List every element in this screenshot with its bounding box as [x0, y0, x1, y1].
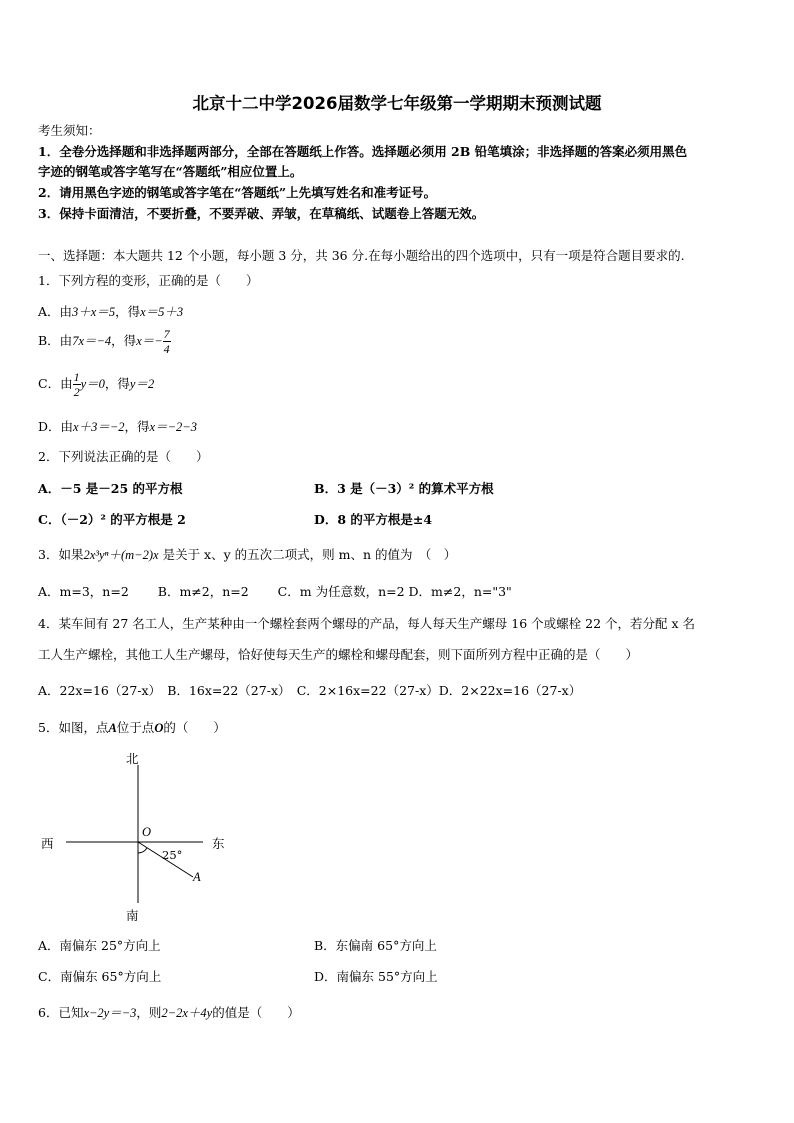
point-label: A	[193, 870, 201, 884]
question-5-stem	[38, 718, 226, 736]
equation: y＝0	[80, 377, 105, 391]
question-5-option-a: A．南偏东 25°方向上	[38, 938, 161, 953]
question-5-option-d: D．南偏东 55°方向上	[314, 969, 438, 984]
option-connector: ，得	[111, 333, 137, 348]
option-prefix: D．由	[38, 419, 74, 434]
polynomial: 2x³yⁿ＋(m−2)x	[83, 548, 159, 562]
question-6-prefix: 6．已知	[38, 1005, 84, 1020]
question-2-stem: 2．下列说法正确的是（ ）	[38, 449, 209, 464]
question-5-option-c: C．南偏东 65°方向上	[38, 969, 162, 984]
section-heading: 一、选择题：本大题共 12 个小题，每小题 3 分，共 36 分.在每小题给出的四个选项中，只有一项是符合题目要求的.	[38, 248, 685, 263]
point-a-label: A	[108, 721, 117, 735]
option-connector: ，得	[115, 304, 141, 319]
equation: x＝−	[136, 334, 163, 348]
angle-arc	[138, 848, 147, 853]
option-prefix: B．由	[38, 333, 73, 348]
equation: 3＋x＝5	[72, 305, 116, 319]
question-1-stem: 1．下列方程的变形，正确的是（ ）	[38, 273, 259, 288]
option-prefix: C．由	[38, 376, 73, 391]
angle-label: 25°	[162, 848, 183, 862]
notice-item-2: 2．请用黑色字迹的钢笔或答字笔在“答题纸”上先填写姓名和准考证号。	[38, 185, 437, 200]
fraction	[73, 370, 81, 399]
question-5-prefix: 5．如图，点	[38, 720, 109, 735]
question-2-option-d: D．8 的平方根是±4	[314, 512, 433, 527]
question-3-stem	[38, 545, 456, 563]
question-5-option-b: B．东偏南 65°方向上	[314, 938, 437, 953]
expression: 2−2x＋4y	[161, 1006, 213, 1020]
east-label: 东	[212, 836, 225, 851]
question-1-option-c	[38, 370, 154, 399]
equation: x＝5＋3	[140, 305, 184, 319]
equation: x＝−2−3	[149, 420, 197, 434]
notice-heading: 考生须知：	[38, 123, 101, 138]
question-1-option-d	[38, 417, 197, 435]
question-2-option-c: C．（－2）² 的平方根是 2	[38, 512, 186, 527]
equation: 7x＝−4	[72, 334, 112, 348]
equation: x−2y＝−3	[83, 1006, 137, 1020]
question-4-line-1: 4．某车间有 27 名工人，生产某种由一个螺栓套两个螺母的产品，每人每天生产螺母 16 个或螺栓 22 个，若分配 x 名	[38, 616, 696, 631]
question-2-option-a: A．－5 是－25 的平方根	[38, 481, 183, 496]
question-3-options: A．m=3，n=2 B．m≠2，n=2 C．m 为任意数，n=2 D．m≠2，n="3"	[38, 584, 512, 599]
south-label: 南	[126, 908, 139, 923]
page-title: 北京十二中学2026届数学七年级第一学期期末预测试题	[192, 94, 602, 113]
option-connector: ，得	[124, 419, 150, 434]
question-3-suffix: 是关于 x、y 的五次二项式，则 m、n 的值为 （ ）	[162, 547, 457, 562]
question-5-suffix: 的（ ）	[163, 720, 226, 735]
fraction-denominator: 4	[163, 342, 170, 356]
point-o-label: O	[154, 721, 164, 735]
equation: x＋3＝−2	[73, 420, 125, 434]
question-4-options: A．22x=16（27-x） B．16x=22（27-x） C．2×16x=22（27-x）D．2×22x=16（27-x）	[38, 683, 582, 698]
fraction-numerator: 7	[163, 327, 170, 341]
question-2-option-b: B．3 是（－3）² 的算术平方根	[314, 481, 494, 496]
question-1-option-a	[38, 302, 183, 320]
west-label: 西	[41, 836, 54, 851]
question-6-suffix: 的值是（ ）	[212, 1005, 300, 1020]
fraction-denominator: 2	[73, 385, 80, 399]
notice-item-1-line-1: 1．全卷分选择题和非选择题两部分，全部在答题纸上作答。选择题必须用 2B 铅笔填涂；非选择题的答案必须用黑色	[38, 144, 688, 159]
option-prefix: A．由	[38, 304, 73, 319]
equation: y＝2	[129, 377, 155, 391]
question-3-prefix: 3．如果	[38, 547, 84, 562]
question-5-mid: 位于点	[116, 720, 155, 735]
fraction	[163, 327, 171, 356]
question-6-mid: ，则	[136, 1005, 162, 1020]
origin-label: O	[142, 825, 152, 839]
fraction-numerator: 1	[73, 370, 80, 384]
option-connector: ，得	[104, 376, 130, 391]
question-1-option-b	[38, 327, 171, 356]
notice-item-3: 3．保持卡面清洁，不要折叠，不要弄破、弄皱，在草稿纸、试题卷上答题无效。	[38, 206, 485, 221]
notice-item-1-line-2: 字迹的钢笔或答字笔写在“答题纸”相应位置上。	[38, 164, 303, 179]
compass-diagram	[38, 745, 248, 925]
north-label: 北	[126, 751, 139, 766]
question-6-stem	[38, 1003, 300, 1021]
question-4-line-2: 工人生产螺栓，其他工人生产螺母，恰好使每天生产的螺栓和螺母配套，则下面所列方程中正确的是（ ）	[38, 647, 639, 662]
